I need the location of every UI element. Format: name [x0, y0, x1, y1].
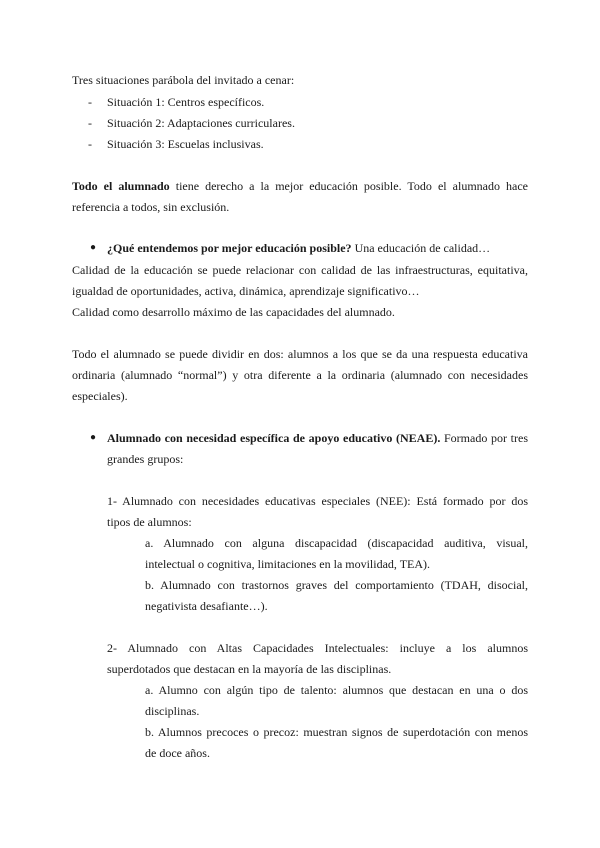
division-line: Todo el alumnado se puede dividir en dos: alumnos a los que se da una respuesta educativa: [72, 347, 528, 361]
intro-item: Situación 3: Escuelas inclusivas.: [107, 137, 264, 151]
nee-line: tipos de alumnos:: [107, 515, 192, 529]
dash-marker: -: [88, 137, 92, 151]
nee-subitem-b: b. Alumnado con trastornos graves del comportamiento (TDAH, disocial,: [145, 578, 528, 592]
altas-subitem-a: disciplinas.: [145, 704, 200, 718]
calidad-line: Calidad de la educación se puede relacionar con calidad de las infraestructuras, equitativa,: [72, 263, 528, 277]
calidad-question: ¿Qué entendemos por mejor educación posible?: [107, 241, 352, 255]
division-line: ordinaria (alumnado “normal”) y otra diferente a la ordinaria (alumnado con necesidades: [72, 368, 528, 382]
bullet-icon: ●: [90, 432, 97, 443]
neae-line: grandes grupos:: [107, 452, 184, 466]
calidad-line: igualdad de oportunidades, activa, dinámica, aprendizaje significativo…: [72, 284, 420, 298]
altas-line: superdotados que destacan en la mayoría de las disciplinas.: [107, 662, 392, 676]
intro-item: Situación 2: Adaptaciones curriculares.: [107, 116, 295, 130]
dash-marker: -: [88, 116, 92, 130]
neae-bold: Alumnado con necesidad específica de apoyo educativo (NEAE).: [107, 431, 441, 445]
nee-subitem-a: intelectual o cognitiva, limitaciones en la movilidad, TEA).: [145, 557, 431, 571]
nee-subitem-a: a. Alumnado con alguna discapacidad (discapacidad auditiva, visual,: [145, 536, 528, 550]
intro-heading: Tres situaciones parábola del invitado a cenar:: [72, 73, 295, 87]
altas-subitem-a: a. Alumno con algún tipo de talento: alumnos que destacan en una o dos: [145, 683, 528, 697]
neae-line: [107, 430, 528, 446]
todo-rest: tiene derecho a la mejor educación posible. Todo el alumnado hace: [169, 179, 528, 193]
todo-paragraph-line: [72, 178, 528, 194]
calidad-line: Calidad como desarrollo máximo de las capacidades del alumnado.: [72, 305, 395, 319]
todo-paragraph-line: referencia a todos, sin exclusión.: [72, 200, 230, 214]
dash-marker: -: [88, 95, 92, 109]
altas-subitem-b: de doce años.: [145, 746, 210, 760]
neae-rest: Formado por tres: [440, 431, 528, 445]
altas-subitem-b: b. Alumnos precoces o precoz: muestran signos de superdotación con menos: [145, 725, 528, 739]
nee-line: 1- Alumnado con necesidades educativas especiales (NEE): Está formado por dos: [107, 494, 528, 508]
todo-bold: Todo el alumnado: [72, 179, 170, 193]
calidad-answer: Una educación de calidad…: [351, 241, 491, 255]
calidad-question-line: [107, 240, 490, 256]
nee-subitem-b: negativista desafiante…).: [145, 599, 268, 613]
division-line: especiales).: [72, 389, 128, 403]
bullet-icon: ●: [90, 242, 97, 253]
intro-item: Situación 1: Centros específicos.: [107, 95, 265, 109]
altas-line: 2- Alumnado con Altas Capacidades Intelectuales: incluye a los alumnos: [107, 641, 528, 655]
